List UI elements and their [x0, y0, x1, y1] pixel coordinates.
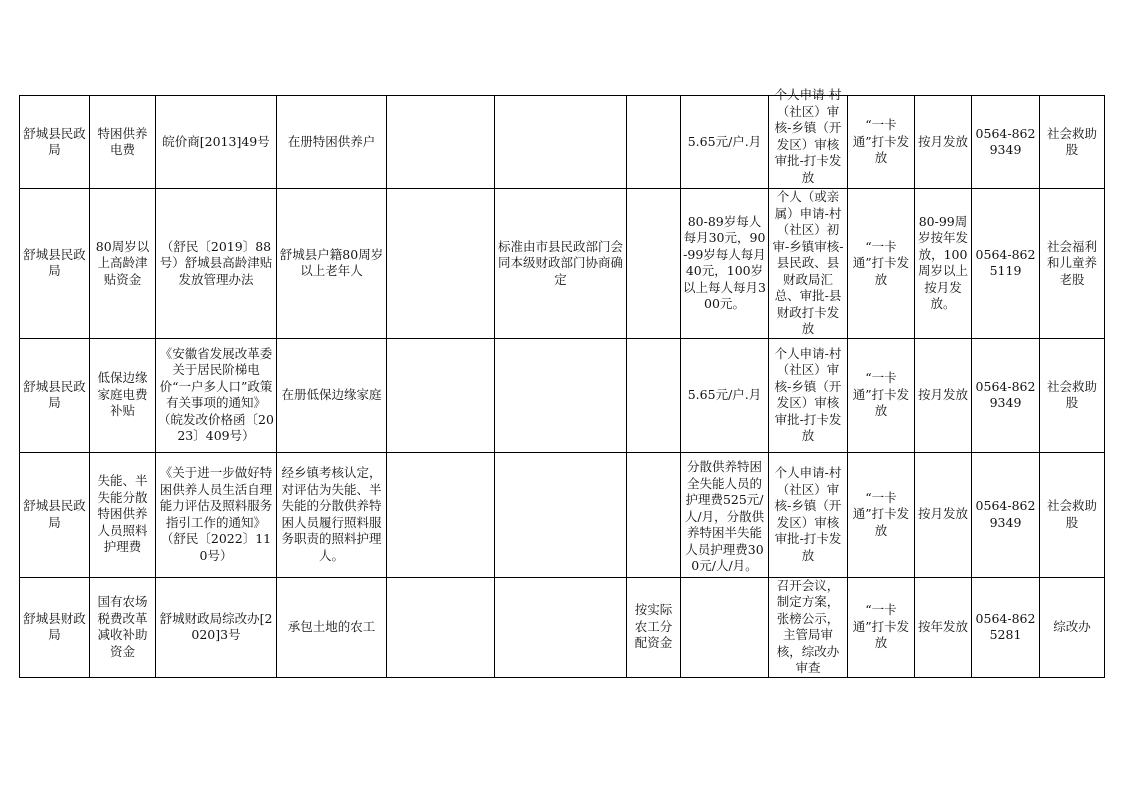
table-row — [20, 189, 1105, 339]
method-cell: “一卡通”打卡发放 — [848, 452, 915, 577]
target-cell: 在册低保边缘家庭 — [277, 338, 387, 452]
process-cell: 个人申请-村（社区）审核-乡镇（开发区）审核审批-打卡发放 — [769, 452, 848, 577]
allocation-cell — [627, 452, 681, 577]
schedule-cell: 按年发放 — [915, 577, 972, 677]
dept-cell: 舒城县民政局 — [20, 96, 90, 189]
standard-cell: 80-89岁每人每月30元，90-99岁每人每月40元，100岁以上每人每月300元。 — [681, 189, 769, 339]
method-cell: “一卡通”打卡发放 — [848, 96, 915, 189]
item-cell: 80周岁以上高龄津贴资金 — [90, 189, 156, 339]
process-cell: 个人（或亲属）申请-村（社区）初审-乡镇审核-县民政、县财政局汇总、审批-县财政打卡发放 — [769, 189, 848, 339]
allocation-cell — [627, 96, 681, 189]
method-cell: “一卡通”打卡发放 — [848, 338, 915, 452]
standard-cell — [681, 452, 769, 577]
dept-cell: 舒城县财政局 — [20, 577, 90, 677]
phone-cell: 0564-8625281 — [972, 577, 1040, 677]
basis-cell: 《关于进一步做好特困供养人员生活自理能力评估及照料服务指引工作的通知》（舒民〔2022〕110号） — [156, 452, 277, 577]
phone-cell: 0564-8629349 — [972, 96, 1040, 189]
item-cell: 失能、半失能分散特困供养人员照料护理费 — [90, 452, 156, 577]
schedule-cell: 按月发放 — [915, 452, 972, 577]
blank-cell — [387, 338, 495, 452]
allocation-cell: 按实际农工分配资金 — [627, 577, 681, 677]
office-cell: 综改办 — [1040, 577, 1105, 677]
table-row — [20, 338, 1105, 452]
dept-cell: 舒城县民政局 — [20, 452, 90, 577]
office-cell: 社会福利和儿童养老股 — [1040, 189, 1105, 339]
office-cell: 社会救助股 — [1040, 338, 1105, 452]
target-cell: 承包土地的农工 — [277, 577, 387, 677]
schedule-cell: 按月发放 — [915, 338, 972, 452]
subsidy-table — [19, 87, 1105, 678]
allocation-cell — [627, 338, 681, 452]
dept-cell: 舒城县民政局 — [20, 338, 90, 452]
process-text: 个人申请-村（社区）审核-乡镇（开发区）审核审批-打卡发放 — [774, 87, 842, 185]
allocation-cell — [627, 189, 681, 339]
table-row — [20, 452, 1105, 577]
standard-text: 分散供养特困全失能人员的护理费525元/人/月，分散供养特困半失能人员护理费300元/人/月。 — [684, 459, 765, 573]
phone-cell: 0564-8625119 — [972, 189, 1040, 339]
process-cell — [769, 87, 848, 189]
blank-cell — [387, 189, 495, 339]
target-cell: 经乡镇考核认定，对评估为失能、半失能的分散供养特困人员履行照料服务职责的照料护理人。 — [277, 452, 387, 577]
table-row — [20, 96, 1105, 189]
blank-cell — [387, 96, 495, 189]
basis-cell: 舒城财政局综改办[2020]3号 — [156, 577, 277, 677]
process-cell: 个人申请-村（社区）审核-乡镇（开发区）审核审批-打卡发放 — [769, 338, 848, 452]
standard-cell — [681, 577, 769, 677]
item-cell: 国有农场税费改革减收补助资金 — [90, 577, 156, 677]
blank-cell — [387, 577, 495, 677]
target-cell: 在册特困供养户 — [277, 96, 387, 189]
basis-cell: （舒民〔2019〕88号）舒城县高龄津贴发放管理办法 — [156, 189, 277, 339]
item-cell: 低保边缘家庭电费补贴 — [90, 338, 156, 452]
standard-note-cell — [495, 452, 627, 577]
standard-note-cell: 标准由市县民政部门会同本级财政部门协商确定 — [495, 189, 627, 339]
method-cell: “一卡通”打卡发放 — [848, 577, 915, 677]
basis-cell: 皖价商[2013]49号 — [156, 96, 277, 189]
method-cell: “一卡通”打卡发放 — [848, 189, 915, 339]
table-row — [20, 577, 1105, 677]
standard-cell: 5.65元/户.月 — [681, 96, 769, 189]
standard-note-cell — [495, 338, 627, 452]
standard-cell: 5.65元/户.月 — [681, 338, 769, 452]
item-cell: 特困供养电费 — [90, 96, 156, 189]
schedule-cell: 80-99周岁按年发放，100周岁以上按月发放。 — [915, 189, 972, 339]
target-cell: 舒城县户籍80周岁以上老年人 — [277, 189, 387, 339]
standard-note-cell — [495, 96, 627, 189]
phone-cell: 0564-8629349 — [972, 452, 1040, 577]
standard-note-cell — [495, 577, 627, 677]
schedule-cell: 按月发放 — [915, 96, 972, 189]
office-cell: 社会救助股 — [1040, 452, 1105, 577]
office-cell: 社会救助股 — [1040, 96, 1105, 189]
basis-cell: 《安徽省发展改革委关于居民阶梯电价“一户多人口”政策有关事项的通知》（皖发改价格函〔2023〕409号） — [156, 338, 277, 452]
blank-cell — [387, 452, 495, 577]
dept-cell: 舒城县民政局 — [20, 189, 90, 339]
phone-cell: 0564-8629349 — [972, 338, 1040, 452]
process-cell: 召开会议，制定方案，张榜公示，主管局审核，综改办审查 — [769, 577, 848, 677]
